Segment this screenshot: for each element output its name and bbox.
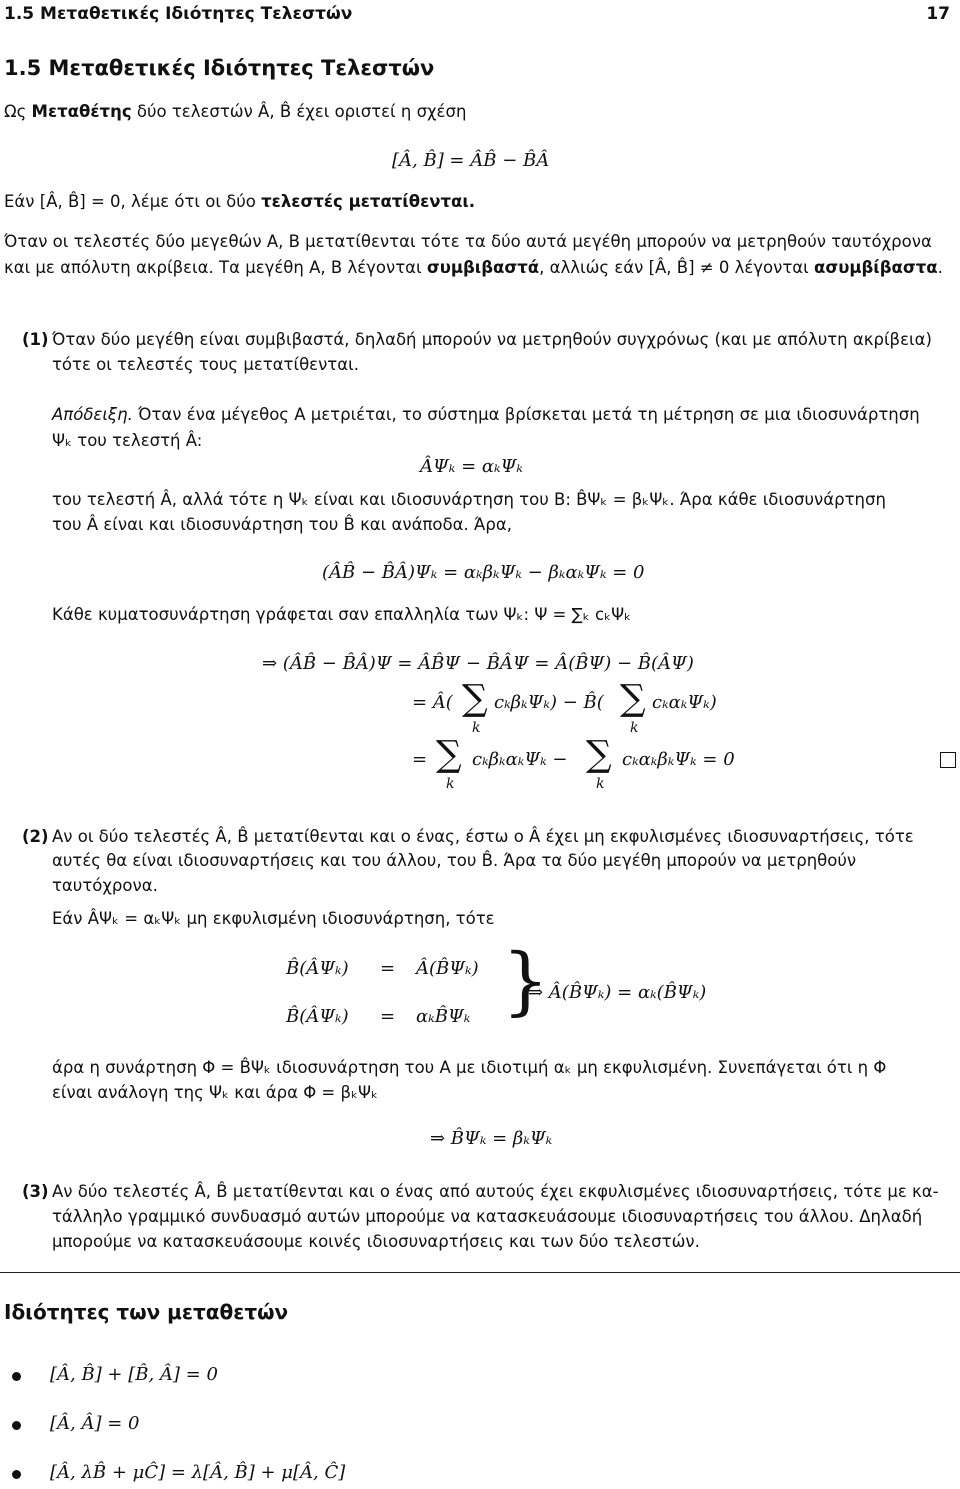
incompatible-term: ασυμβίβαστα [814, 258, 938, 277]
derivation-line2-c: cₖαₖΨₖ) [652, 692, 717, 713]
intro-suffix: δύο τελεστών Â, B̂ έχει οριστεί η σχέση [131, 102, 467, 121]
system-line1-left: B̂(ÂΨₖ) [286, 958, 349, 979]
system-line2-left: B̂(ÂΨₖ) [286, 1006, 349, 1027]
eigen-equation-a: ÂΨₖ = αₖΨₖ [420, 456, 523, 477]
summation-sign: ∑ [586, 734, 612, 775]
item2-line1: Αν οι δύο τελεστές Â, B̂ μετατίθενται και ο ένας, έστω ο Â έχει μη εκφυλισμένες ιδιοσυναρτήσεις, τότε [52, 827, 914, 846]
derivation-line3-c: cₖαₖβₖΨₖ = 0 [622, 749, 735, 770]
sum-index: k [630, 720, 639, 736]
property-item: [Â, λB̂ + μĈ] = λ[Â, B̂] + μ[Â, Ĉ] [50, 1462, 346, 1483]
proof-text: Όταν ένα μέγεθος A μετριέται, το σύστημα βρίσκεται μετά τη μέτρηση σε μια ιδιοσυνάρτηση [132, 405, 920, 424]
intro-line2-prefix: και με απόλυτη ακρίβεια. Τα μεγέθη A, B λέγονται [4, 258, 427, 277]
intro-line [4, 102, 466, 121]
sum-index: k [446, 776, 455, 792]
intro-paragraph-line2 [4, 258, 943, 277]
horizontal-rule [0, 1272, 960, 1273]
item3-line3: μπορούμε να κατασκευάσουμε κοινές ιδιοσυναρτήσεις και των δύο τελεστών. [52, 1232, 700, 1251]
intro-paragraph-line1: Όταν οι τελεστές δύο μεγεθών A, B μετατίθενται τότε τα δύο αυτά μεγέθη μπορούν να μετρηθούν ταυτόχρονα [4, 232, 932, 251]
compatible-term: συμβιβαστά [426, 258, 540, 277]
commute-term: τελεστές μετατίθενται. [261, 192, 476, 211]
item1-line2: τότε οι τελεστές τους μετατίθενται. [52, 355, 359, 374]
item1-line1: Όταν δύο μεγέθη είναι συμβιβαστά, δηλαδή μπορούν να μετρηθούν συγχρόνως (και με απόλυτη ακρίβεια) [52, 330, 932, 349]
item2-line4: Εάν ÂΨₖ = αₖΨₖ μη εκφυλισμένη ιδιοσυνάρτηση, τότε [52, 909, 495, 928]
commutator-definition: [Â, B̂] = ÂB̂ − B̂Â [392, 150, 550, 171]
item2-line2: αυτές θα είναι ιδιοσυναρτήσεις και του άλλου, του B̂. Άρα τα δύο μεγέθη μπορούν να μετρηθούν [52, 851, 857, 870]
summation-sign: ∑ [436, 734, 462, 775]
qed-square-icon [940, 752, 956, 768]
final-eigen-equation: ⇒ B̂Ψₖ = βₖΨₖ [430, 1128, 553, 1149]
section-title: 1.5 Μεταθετικές Ιδιότητες Τελεστών [4, 56, 435, 80]
derivation-line3-b: cₖβₖαₖΨₖ − [472, 749, 568, 770]
proof-line4: του Â είναι και ιδιοσυνάρτηση του B̂ και ανάποδα. Άρα, [52, 515, 512, 534]
proof-line3: του τελεστή Â, αλλά τότε η Ψₖ είναι και ιδιοσυνάρτηση του B: B̂Ψₖ = βₖΨₖ. Άρα κάθε ιδιοσυνάρτηση [52, 490, 886, 509]
derivation-line2-b: cₖβₖΨₖ) − B̂( [494, 692, 604, 713]
commutator-on-eigenfunction: (ÂB̂ − B̂Â)Ψₖ = αₖβₖΨₖ − βₖαₖΨₖ = 0 [322, 562, 645, 583]
property-item: [Â, B̂] + [B̂, Â] = 0 [50, 1364, 218, 1385]
right-brace: } [502, 938, 550, 1024]
item2-line3: ταυτόχρονα. [52, 876, 158, 895]
intro-line2-mid: , αλλιώς εάν [Â, B̂] ≠ 0 λέγονται [539, 258, 815, 277]
proof-label: Απόδειξη. [52, 405, 133, 424]
item2-line5: άρα η συνάρτηση Φ = B̂Ψₖ ιδιοσυνάρτηση του A με ιδιοτιμή αₖ μη εκφυλισμένη. Συνεπάγεται ότι η Φ [52, 1058, 887, 1077]
property-item: [Â, Â] = 0 [50, 1413, 140, 1434]
summation-sign: ∑ [462, 678, 488, 719]
bullet-icon [12, 1470, 21, 1479]
item3-line2: τάλληλο γραμμικό συνδυασμό αυτών μπορούμε να κατασκευάσουμε ιδιοσυναρτήσεις του άλλου. Δηλαδή [52, 1207, 923, 1226]
derivation-line2-a: = Â( [412, 692, 453, 713]
item3-label: (3) [22, 1182, 49, 1201]
intro-term: Μεταθέτης [31, 102, 132, 121]
sum-index: k [472, 720, 481, 736]
item2-line6: είναι ανάλογη της Ψₖ και άρα Φ = βₖΨₖ [52, 1083, 379, 1102]
system-line1-eq: = [380, 958, 396, 979]
system-result: ⇒ Â(B̂Ψₖ) = αₖ(B̂Ψₖ) [528, 982, 707, 1003]
derivation-line1: ⇒ (ÂB̂ − B̂Â)Ψ = ÂB̂Ψ − B̂ÂΨ = Â(B̂Ψ) − B̂(ÂΨ) [262, 653, 694, 674]
page-number: 17 [926, 4, 950, 24]
properties-title: Ιδιότητες των μεταθετών [4, 1300, 289, 1324]
system-line1-right: Â(B̂Ψₖ) [416, 958, 479, 979]
commute-line [4, 192, 475, 211]
commute-prefix: Εάν [Â, B̂] = 0, λέμε ότι οι δύο [4, 192, 262, 211]
intro-line2-end: . [937, 258, 943, 277]
system-line2-right: αₖB̂Ψₖ [416, 1006, 471, 1027]
proof-line2: Ψₖ του τελεστή Â: [52, 431, 203, 450]
sum-index: k [596, 776, 605, 792]
item2-label: (2) [22, 827, 49, 846]
proof-line1 [52, 405, 920, 424]
system-line2-eq: = [380, 1006, 396, 1027]
summation-sign: ∑ [620, 678, 646, 719]
running-header-title: 1.5 Μεταθετικές Ιδιότητες Τελεστών [4, 4, 353, 24]
derivation-line3-a: = [412, 749, 428, 770]
bullet-icon [12, 1421, 21, 1430]
bullet-icon [12, 1372, 21, 1381]
item3-line1: Αν δύο τελεστές Â, B̂ μετατίθενται και ο ένας από αυτούς έχει εκφυλισμένες ιδιοσυναρτήσεις, τότε με κα- [52, 1182, 939, 1201]
item1-label: (1) [22, 330, 49, 349]
superposition-line: Κάθε κυματοσυνάρτηση γράφεται σαν επαλληλία των Ψₖ: Ψ = ∑ₖ cₖΨₖ [52, 605, 632, 624]
intro-prefix: Ως [4, 102, 32, 121]
